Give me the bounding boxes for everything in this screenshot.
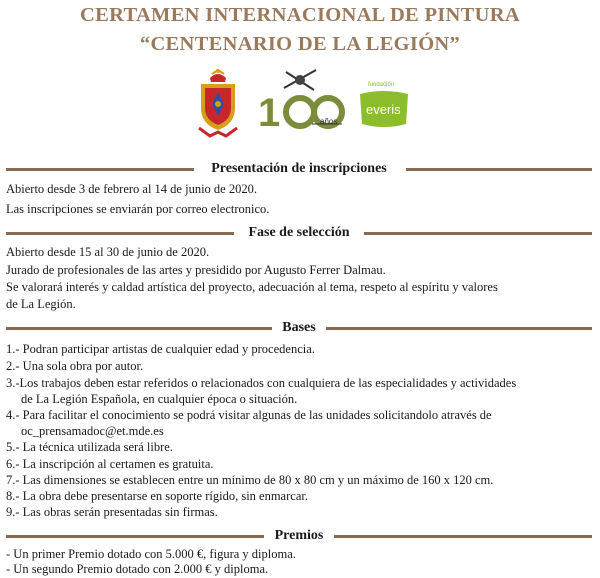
section-title-presentacion: Presentación de inscripciones: [205, 161, 393, 176]
svg-text:everis: everis: [366, 102, 401, 117]
svg-text:1: 1: [258, 91, 281, 135]
text-line: 3.-Los trabajos deben estar referidos o relacionados con cualquiera de las especialidades y actividades: [6, 376, 517, 390]
text-line: Las inscripciones se enviarán por correo electronico.: [6, 202, 270, 216]
text-line: Jurado de profesionales de las artes y presidido por Augusto Ferrer Dalmau.: [6, 263, 386, 277]
text-line: de La Legión Española, en cualquier época o situación.: [21, 392, 298, 406]
text-line: - Un primer Premio dotado con 5.000 €, figura y diploma.: [6, 547, 296, 561]
text-line: 4.- Para facilitar el conocimiento se podrá visitar algunas de las unidades solicitandolo através de: [6, 408, 492, 422]
text-line: Abierto desde 3 de febrero al 14 de junio de 2020.: [6, 182, 257, 196]
text-line: Abierto desde 15 al 30 de junio de 2020.: [6, 245, 210, 259]
section-title-premios: Premios: [269, 528, 330, 543]
coat-of-arms-logo: [196, 68, 240, 142]
text-line: - Un segundo Premio dotado con 2.000 € y diploma.: [6, 562, 269, 576]
email-link[interactable]: oc_prensamadoc@et.mde.es: [21, 424, 164, 438]
svg-text:años: años: [320, 117, 338, 126]
section-header-premios: [6, 526, 592, 546]
section-header-presentacion: [6, 159, 592, 179]
section-header-seleccion: [6, 223, 592, 243]
everis-logo: [356, 78, 412, 136]
text-line: 6.- La inscripción al certamen es gratuita.: [6, 457, 214, 471]
logo-strip: [0, 64, 600, 148]
title-line-2: “CENTENARIO DE LA LEGIÓN”: [139, 33, 461, 55]
text-line: de La Legión.: [6, 297, 76, 311]
text-line: Se valorará interés y caldad artística del proyecto, adecuación al tema, respeto al espíritu y valores: [6, 280, 498, 294]
text-line: 7.- Las dimensiones se establecen entre un mínimo de 80 x 80 cm y un máximo de 160 x 120 cm.: [6, 473, 494, 487]
svg-text:fundación: fundación: [368, 82, 395, 88]
text-line: 5.- La técnica utilizada será libre.: [6, 440, 173, 454]
section-title-seleccion: Fase de selección: [242, 225, 355, 240]
section-title-bases: Bases: [276, 320, 321, 335]
section-header-bases: [6, 318, 592, 338]
title-line-1: CERTAMEN INTERNACIONAL DE PINTURA: [80, 4, 520, 26]
text-line: 8.- La obra debe presentarse en soporte rígido, sin enmarcar.: [6, 489, 308, 503]
text-line: 9.- Las obras serán presentadas sin firmas.: [6, 505, 218, 519]
text-line: 1.- Podran participar artistas de cualquier edad y procedencia.: [6, 342, 315, 356]
centenary-emblem-icon: [256, 66, 346, 140]
text-line: 2.- Una sola obra por autor.: [6, 359, 144, 373]
centenary-logo: [256, 66, 346, 140]
